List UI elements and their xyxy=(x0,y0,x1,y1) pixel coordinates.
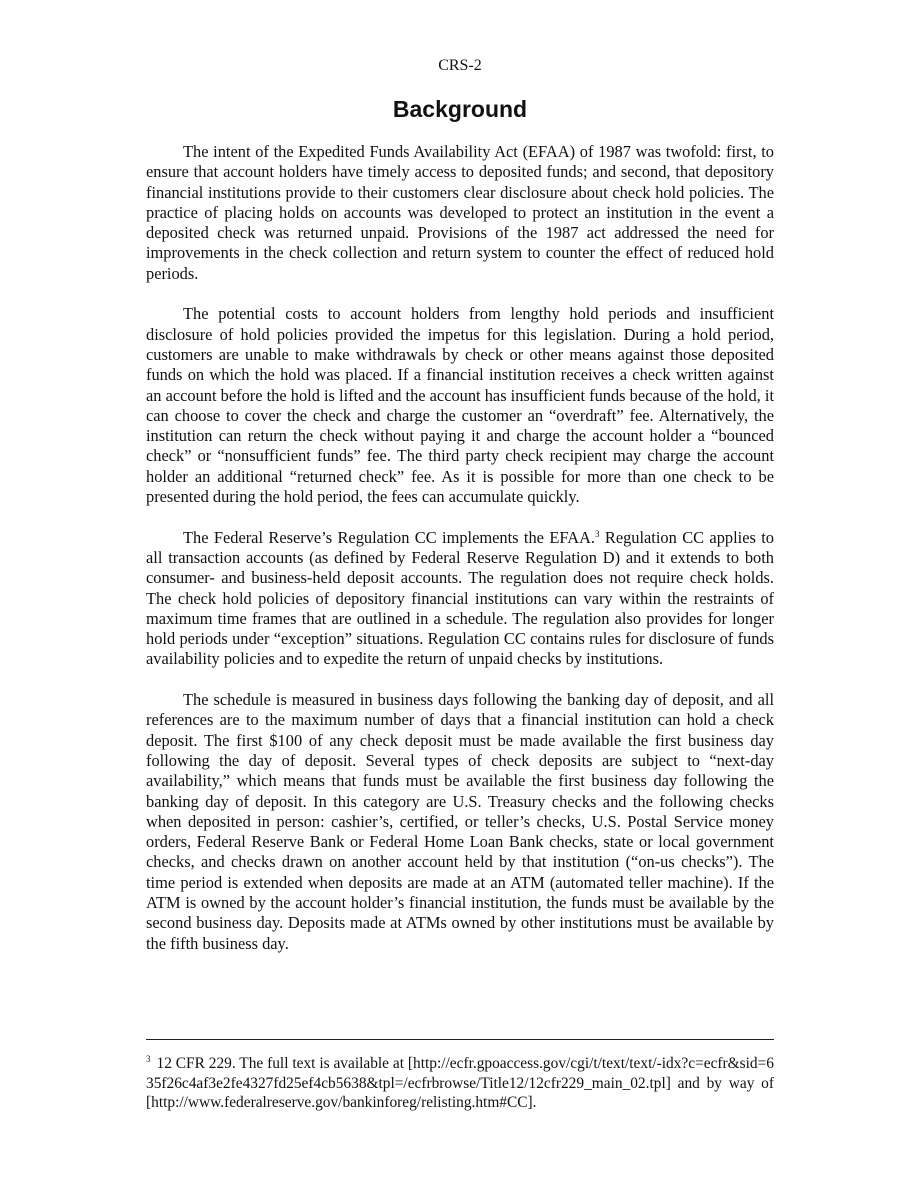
paragraph-regulation-cc-rest: Regulation CC applies to all transaction accounts (as defined by Federal Reserve Regulation D) and it extends to both consumer- and business-held deposit accounts. The regulation does not require check holds. The check hold policies of depository financial institutions can vary within the restraints of maximum time frames that are outlined in a schedule. The regulation also provides for longer hold periods under “exception” situations. Regulation CC contains rules for disclosure of funds availability policies and to expedite the return of unpaid checks by institutions. xyxy=(146,527,774,669)
footnote-number: 3 xyxy=(146,1054,151,1064)
footnote-text: 12 CFR 229. The full text is available at [http://ecfr.gpoaccess.gov/cgi/t/text/text/-idx?c=ecfr&sid=635f26c4af3e2fe4327fd25ef4cb5638&tpl=/ecfrbrowse/Title12/12cfr229_main_02.tpl] and by way of [http://www.federalreserve.gov/bankinforeg/relisting.htm#CC]. xyxy=(146,1055,774,1111)
paragraph-efaa-intent: The intent of the Expedited Funds Availability Act (EFAA) of 1987 was twofold: first, to ensure that account holders have timely access to deposited funds; and second, that depository financial institutions provide to their customers clear disclosure about check hold policies. The practice of placing holds on accounts was developed to protect an institution in the event a deposited check was returned unpaid. Provisions of the 1987 act addressed the need for improvements in the check collection and return system to counter the effect of reduced hold periods. xyxy=(146,142,774,283)
paragraph-schedule: The schedule is measured in business days following the banking day of deposit, and all references are to the maximum number of days that a financial institution can hold a check deposit. The first $100 of any check deposit must be made available the first business day following the day of deposit. Several types of check deposits are subject to “next-day availability,” which means that funds must be available the first business day following the banking day of deposit. In this category are U.S. Treasury checks and the following checks when deposited in person: cashier’s, certified, or teller’s checks, U.S. Postal Service money orders, Federal Reserve Bank or Federal Home Loan Bank checks, state or local government checks, and checks drawn on another account held by that institution (“on-us checks”). The time period is extended when deposits are made at an ATM (automated teller machine). If the ATM is owned by the account holder’s financial institution, the funds must be available by the second business day. Deposits made at ATMs owned by other institutions must be available by the fifth business day. xyxy=(146,690,774,953)
paragraph-hold-costs: The potential costs to account holders from lengthy hold periods and insufficient disclosure of hold policies provided the impetus for this legislation. During a hold period, customers are unable to make withdrawals by check or other means against those deposited funds on which the hold was placed. If a financial institution receives a check written against an account before the hold is lifted and the account has insufficient funds because of the hold, it can choose to cover the check and charge the customer an “overdraft” fee. Alternatively, the institution can return the check without paying it and charge the account holder a “bounced check” or “nonsufficient funds” fee. The third party check recipient may charge the account holder an additional “returned check” fee. As it is possible for more than one check to be presented during the hold period, the fees can accumulate quickly. xyxy=(146,304,774,507)
footnote-divider xyxy=(146,1039,774,1040)
body-text xyxy=(146,142,774,974)
paragraph-regulation-cc-lead: The Federal Reserve’s Regulation CC implements the EFAA. xyxy=(183,527,595,547)
page-number-header: CRS-2 xyxy=(438,57,482,74)
footnote-reference[interactable]: 3 xyxy=(595,528,600,539)
footnote xyxy=(146,1054,774,1113)
section-title: Background xyxy=(392,96,528,122)
paragraph-regulation-cc xyxy=(146,528,774,670)
